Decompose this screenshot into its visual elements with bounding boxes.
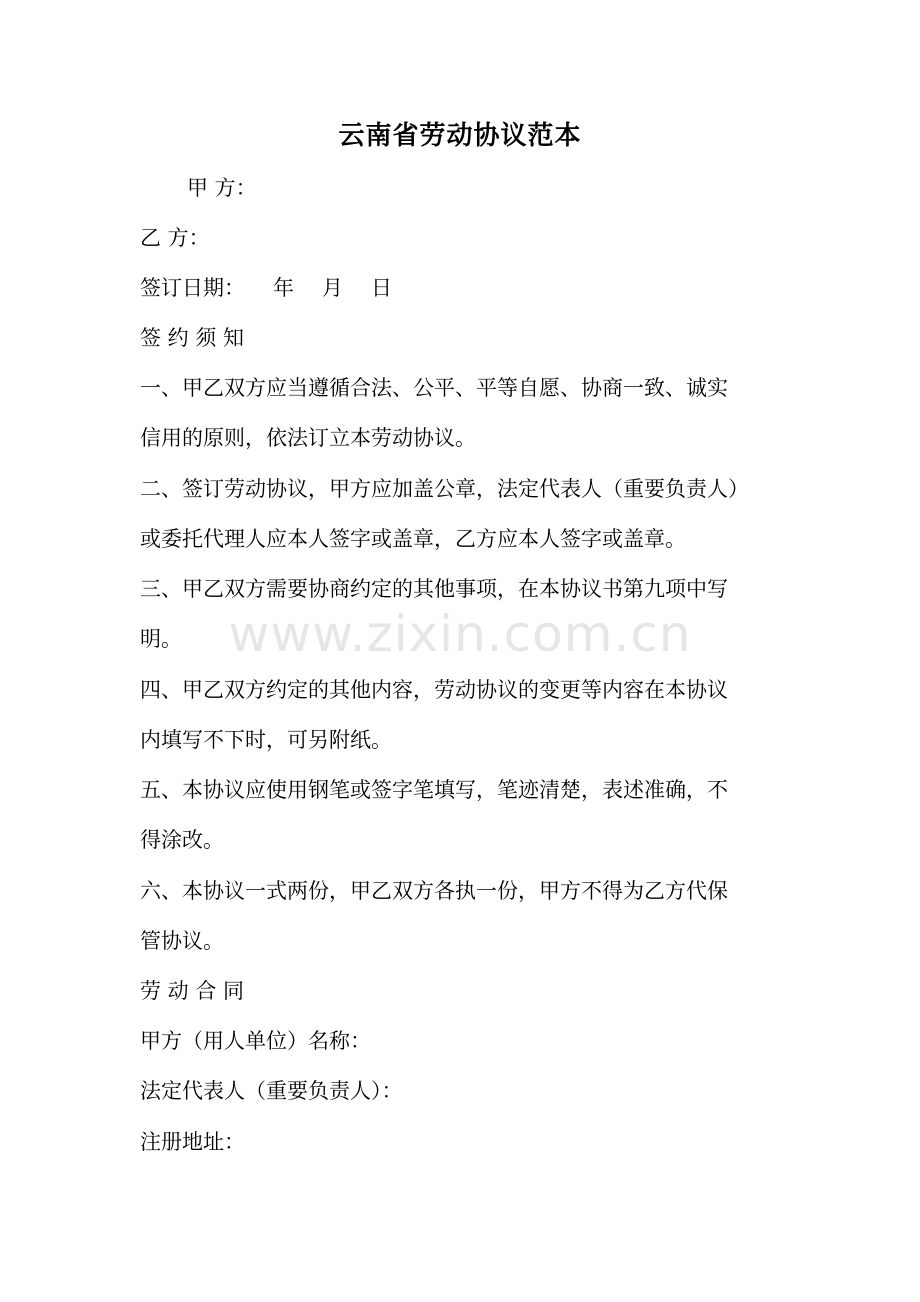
notice-line: 信用的原则，依法订立本劳动协议。 bbox=[140, 426, 476, 450]
notice-line: 五、本协议应使用钢笔或签字笔填写，笔迹清楚，表述准确，不 bbox=[140, 778, 728, 802]
notice-line: 得涂改。 bbox=[140, 828, 224, 852]
signing-date-year: 年 bbox=[273, 276, 294, 300]
notice-line: 明。 bbox=[140, 627, 182, 651]
legal-representative-label: 法定代表人（重要负责人）： bbox=[140, 1079, 403, 1103]
signing-date bbox=[140, 273, 392, 303]
employer-name-label: 甲方（用人单位）名称： bbox=[140, 1029, 371, 1053]
notice-line: 管协议。 bbox=[140, 929, 224, 953]
notice-line: 二、签订劳动协议，甲方应加盖公章，法定代表人（重要负责人） bbox=[140, 477, 749, 501]
notice-line: 内填写不下时，可另附纸。 bbox=[140, 728, 392, 752]
notice-line: 一、甲乙双方应当遵循合法、公平、平等自愿、协商一致、诚实 bbox=[140, 376, 728, 400]
party-a-label: 甲 方： bbox=[187, 176, 257, 200]
notice-line: 三、甲乙双方需要协商约定的其他事项，在本协议书第九项中写 bbox=[140, 577, 728, 601]
document-title: 云南省劳动协议范本 bbox=[338, 121, 582, 151]
party-b-label: 乙 方： bbox=[140, 226, 210, 250]
notice-title: 签 约 须 知 bbox=[140, 326, 245, 350]
registered-address-label: 注册地址： bbox=[140, 1130, 245, 1154]
notice-line: 或委托代理人应本人签字或盖章，乙方应本人签字或盖章。 bbox=[140, 527, 686, 551]
notice-line: 六、本协议一式两份，甲乙双方各执一份，甲方不得为乙方代保 bbox=[140, 879, 728, 903]
signing-date-month: 月 bbox=[322, 276, 343, 300]
signing-date-day: 日 bbox=[371, 276, 392, 300]
contract-title: 劳 动 合 同 bbox=[140, 979, 245, 1003]
signing-date-label: 签订日期： bbox=[140, 276, 245, 300]
notice-line: 四、甲乙双方约定的其他内容，劳动协议的变更等内容在本协议 bbox=[140, 678, 728, 702]
watermark: www.zixin.com.cn bbox=[228, 605, 692, 663]
